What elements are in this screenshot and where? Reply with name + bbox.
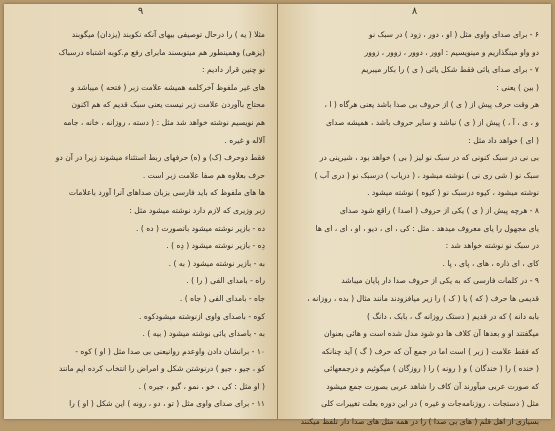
text-line: ( خنده ) را ( خندگان ) و ( رونه ) را ( روزگان ) میگوئیم و درجمعهائی [323,364,539,374]
right-page-text [290,26,539,431]
text-line: حرف بعلاوه هم صفا علامت زبر است . [142,170,265,180]
left-page [4,4,277,419]
text-line: ( بین ) یعنی : [496,82,539,92]
text-line: ها های ملفوظ که باید فارسی بزبان صداهای آنرا آورد باعلامات [68,188,265,198]
right-page-number: ۸ [411,6,418,17]
right-page [278,4,551,427]
text-line: و ، ی ، آ ، ) پیش از ( ی ) نباشد و سایر حروف باشد ، همیشه صدای [325,117,539,127]
text-line: کو ، جیو ، جیو ) درنوشتن شکل و امراض را انتخاب کرده ایم مانند [58,364,265,374]
text-line: جاه - بامدای الفی ( جاه ) . [179,293,265,303]
text-line: بسیاری از اهل قلم ( های بی صدا ) را در همه مثل های صدا دار تلفظ میکنند [300,417,539,427]
text-line: به - باصدای یائی نوشته میشود ( بیه ) . [142,329,265,339]
text-line: دِه - بازیر نوشته میشود ( دِه ) . [166,241,265,251]
text-line: ۷ - برای صدای یائی فقط شکل یائی ( ی ) را بکار میبریم [361,65,539,75]
text-line: راه - بامدای الفی ( را ) . [186,276,265,286]
text-line: بی نی در سبک کنونی که در سبک نو لیز ( بی ) خواهد بود ، شیرینی در [319,153,539,163]
text-line: ۱۱ - برای صدای واوی مثل ( تو ، دو ، رونه ) این شکل ( او ) را [69,399,265,409]
text-line: کای ، ای ذاره ، های ، پای ، پا . [442,258,539,268]
text-line: نوشته میشود ، کیوه درسبک نو ( کیوه ) نوشته میشود . [367,188,539,198]
text-line: ( ای ) خواهد داد مثل : [468,135,539,145]
text-line: میگفتند او و بعدها آن کلاف ها دو شود مدل شده است و هائی بعنوان [324,329,539,339]
text-line: های غیر ملفوظ آخرکلمه همیشه علامت زبر ( فتحه ) میباشد و [70,82,265,92]
text-line: ۸ - هرچه پیش از ( ی ) یکی از حروف ( اصدا ) راقع شود صدای [339,205,539,215]
text-line: زبر وزیری که لازم دارد نوشته میشود مثل : [129,205,265,215]
text-line: فقط دوحرف (ک) و (ه) حرفهای ربط استثناء میشوند زیرا در آن دو [55,153,265,163]
text-line: ۹ - در کلمات فارسی که به یکی از حروف صدا دار پایان میباشد [341,276,539,286]
text-line: ۶ - برای صدای واوی مثل ( او ، دور ، زود ) در سبک نو [369,30,539,39]
text-line: که فقط علامت ( زبر ) است اما در جمع آن که حرف ( گ ) آید چنانکه [321,346,539,356]
text-line: مثلا ( یه ) را درحال توصیفی بیهای آنکه نکوبند (یزدان) میگوبند [71,30,265,39]
left-page-number: ۹ [137,6,144,17]
text-line: به - بازیر نوشته میشود ( به ) . [168,258,265,268]
text-line: آلاله و غیره . [224,135,265,145]
text-line: ده - بازیر نوشته میشود باتصورت ( ده ) . [136,223,265,233]
text-line: یای مجهول را یای معروف میدهد . مثل : کی ، ای ، دیو ، او ، ای ، ای ها [315,223,539,233]
text-line: نو چنین قرار دادیم : [202,65,265,75]
text-line: مثل ( دستجات ، روزنامه‌جات و غیره ) در این دوره بعلت تغییرات کلی [321,399,539,409]
text-line: ۱۰ - برانشان دادن واوعدم روانیعنی بی صدا مثل ( او ) کوه - [75,346,265,356]
book-spread [4,4,551,427]
text-line: قدیمی ها حرف ( که ) یا ( ک ) را زیر میافزودند مانند مثال ( بده ، روزانه ، [307,293,539,303]
text-line: سبک نو ( شی ری نی ) نوشته میشود ، ( دریاب ) درسبک نو ( دری آب ) [314,170,539,180]
text-line: دو واو مینگذاریم و مینویسیم : اوور ، دوور ، زوور ، زوور [364,47,539,57]
text-line: (یزهی) وهمینطور هم میتوبسند مابرای رفع م.کوبه اشتباه درسباک [58,47,265,57]
text-line: در سبک نو نوشته خواهد شد : [445,241,539,251]
text-line: هم نویسیم نوشته خواهد شد مثل : ( دسته ، روزانه ، خانه ، جامه [63,117,265,127]
text-line: هر وقت حرف پیش از ( ی ) از حروف بی صدا باشد یعنی هرگاه ( ا ، [324,100,539,110]
text-line: که صورت عربی میآورند آن کاف را شاهد عربی بصورت جمع میشود [326,381,539,391]
left-page-text [16,26,265,413]
text-line: کوه - باصدای واوی ازنوشته میشودکوه . [139,311,265,321]
text-line: محتاج باآوردن علامت زبر نیست یعنی سبک قدیم که هم اکنون [71,100,265,110]
text-line: ( او مثل : کی ، خو ، نمو ، گیو ، جیره ) . [138,381,265,391]
text-line: بابه دانه ) که در قدیم ( دستک روزانه گ ، بابک ، دانگ ) [366,311,539,321]
